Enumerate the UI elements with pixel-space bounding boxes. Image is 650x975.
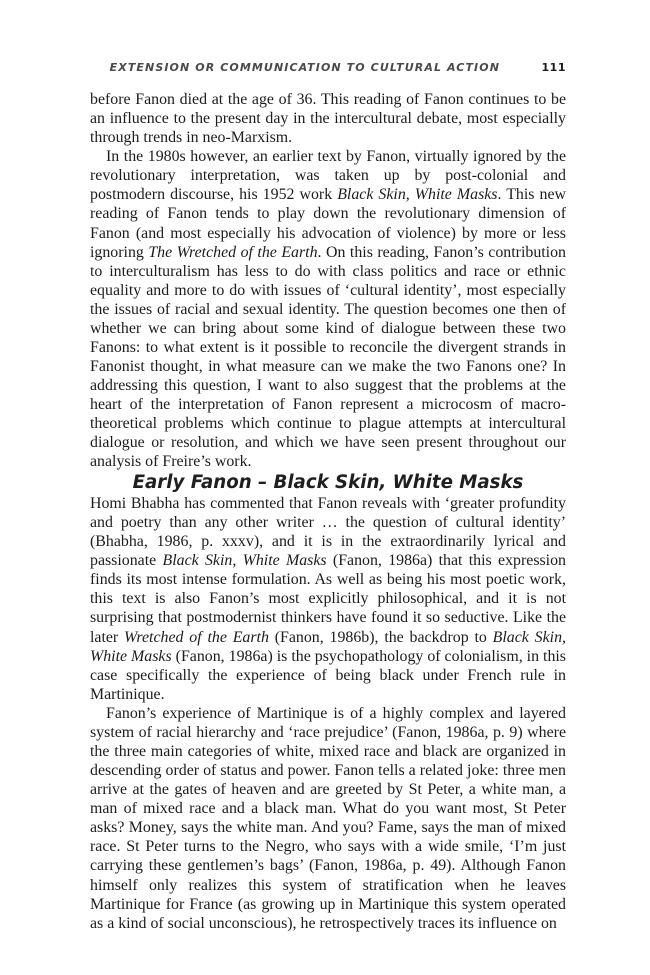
text-run: (Fanon, 1986b), the backdrop to [268, 628, 493, 646]
page-number: 111 [541, 61, 566, 74]
paragraph [90, 704, 566, 933]
text-run: before Fanon died at the age of 36. This reading of Fanon continues to be an influence to the present day in the intercultural debate, most especially through trends in neo-Marxism. [90, 91, 566, 147]
running-head-title: EXTENSION OR COMMUNICATION TO CULTURAL ACTION [109, 61, 500, 74]
italic-title: Black Skin, White Masks [162, 552, 327, 570]
text-run: Fanon’s experience of Martinique is of a highly complex and layered system of racial hierarchy and ‘race prejudice’ (Fanon, 1986a, p. 9) where the three main categories of white, mixed race and black are organized in descending order of status and power. Fanon tells a related joke: three men arrive at the gates of heaven and are greeted by St Peter, a white man, a man of mixed race and a black man. What do you want most, St Peter asks? Money, says the white man. And you? Fame, says the man of mixed race. St Peter turns to the Negro, who says with a wide smile, ‘I’m just carrying these gentlemen’s bags’ (Fanon, 1986a, p. 49). Although Fanon himself only realizes this system of stratification when he leaves Martinique for France (as growing up in Martinique this system operated as a kind of social unconscious), he retrospectively traces its influence on [90, 704, 566, 932]
paragraph [90, 147, 566, 471]
text-run: . This new reading of Fanon tends to play down the revolutionary dimension of Fanon (and most especially his advocation of violence) by more or less ignoring [90, 186, 566, 261]
book-page [90, 0, 566, 975]
italic-title: Wretched of the Earth [124, 628, 269, 646]
paragraph [90, 90, 566, 147]
text-run: . On this reading, Fanon’s contribution to interculturalism has less to do with class politics and race or ethnic equality and more to do with issues of ‘cultural identity’, most especially the issues of racial and sexual identity. The question becomes one then of whether we can bring about some kind of dialogue between these two Fanons: to what extent is it possible to reconcile the divergent strands in Fanonist thought, in what measure can we make the two Fanons one? In addressing this question, I want to also suggest that the problems at the heart of the interpretation of Fanon represent a microcosm of macro-theoretical problems which continue to plague attempts at intercultural dialogue or resolution, and which we have seen present throughout our analysis of Freire’s work. [90, 243, 566, 471]
text-block-after-heading [90, 494, 566, 933]
text-run: Homi Bhabha has commented that Fanon reveals with ‘greater profundity and poetry than any other writer … the question of cultural identity’ (Bhabha, 1986, p. xxxv), and it is in the extraordinarily lyrical and passionate [90, 495, 566, 570]
italic-title: The Wretched of the Earth [148, 243, 318, 261]
section-heading: Early Fanon – Black Skin, White Masks [132, 472, 524, 494]
italic-title: Black Skin, White Masks [90, 628, 566, 665]
running-head [90, 59, 566, 77]
text-run: In the 1980s however, an earlier text by Fanon, virtually ignored by the revolutionary interpretation, was taken up by post-colonial and postmodern discourse, his 1952 work [90, 148, 566, 204]
text-run: (Fanon, 1986a) is the psychopathology of colonialism, in this case specifically the experience of being black under French rule in Martinique. [90, 647, 566, 703]
italic-title: Black Skin, White Masks [337, 186, 498, 204]
text-run: (Fanon, 1986a) that this expression finds its most intense formulation. As well as being his most poetic work, this text is also Fanon’s most explicitly philosophical, and it is not surprising that postmodernist thinkers have found it so seductive. Like the later [90, 552, 566, 646]
text-block-before-heading [90, 90, 566, 472]
paragraph [90, 494, 566, 704]
